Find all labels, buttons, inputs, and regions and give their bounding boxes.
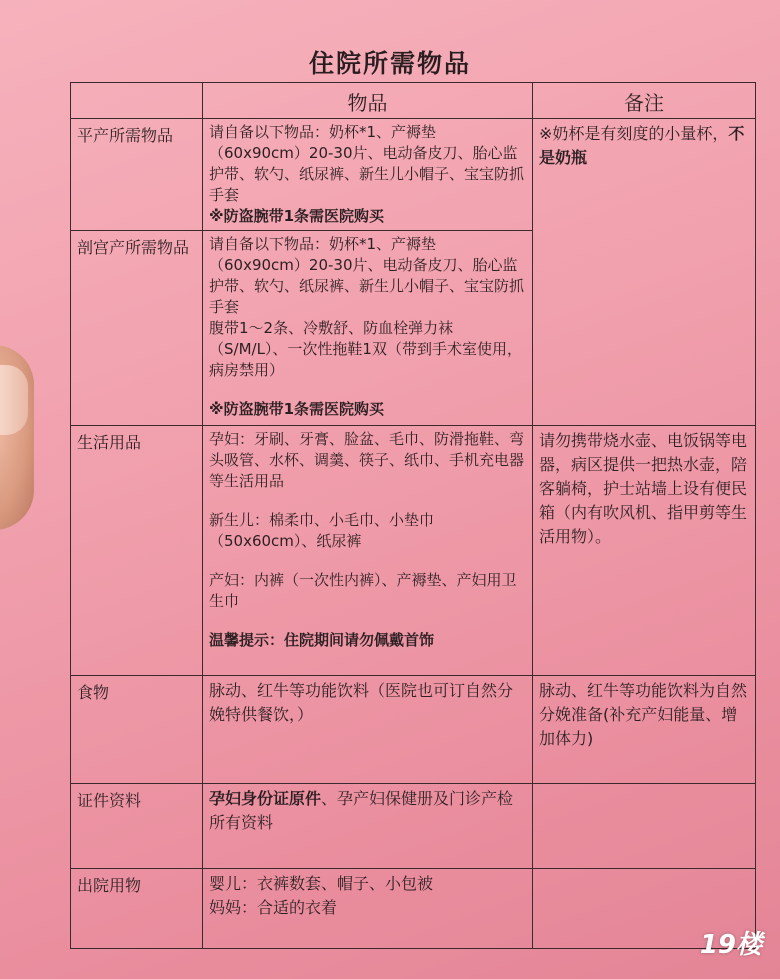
items-documents-text: 、孕产妇保健册及门诊产检所有资料: [209, 789, 514, 832]
category-vaginal: 平产所需物品: [71, 119, 203, 231]
document-title: 住院所需物品: [308, 49, 471, 78]
row-documents: [71, 784, 756, 869]
items-documents-bold: 孕妇身份证原件: [209, 789, 322, 808]
row-discharge: [71, 869, 756, 949]
warning-vaginal: ※防盗腕带1条需医院购买: [209, 207, 385, 225]
items-food: 脉动、红牛等功能饮料（医院也可订自然分娩特供餐饮，）: [203, 676, 533, 784]
category-food: 食物: [71, 676, 203, 784]
note-daily: 请勿携带烧水壶、电饭锅等电器，病区提供一把热水壶，陪客躺椅，护士站墙上设有便民箱（内有吹风机、指甲剪等生活用物）。: [533, 426, 756, 676]
header-empty-cell: [71, 83, 203, 119]
row-daily-items: [71, 426, 756, 676]
note-documents: [533, 784, 756, 869]
header-notes: 备注: [533, 83, 756, 119]
header-items: 物品: [203, 83, 533, 119]
items-table: [70, 82, 756, 949]
items-discharge-baby: 婴儿：衣裤数套、帽子、小包被: [209, 874, 434, 893]
items-vaginal-text: 请自备以下物品：奶杯*1、产褥垫（60x90cm）20-30片、电动备皮刀、胎心监护带、软勺、纸尿裤、新生儿小帽子、宝宝防抓手套: [209, 123, 525, 204]
items-discharge: [203, 869, 533, 949]
items-cesarean-extra: 腹带1～2条、冷敷舒、防血栓弹力袜（S/M/L）、一次性拖鞋1双（带到手术室使用，病房禁用）: [209, 319, 522, 379]
category-documents: 证件资料: [71, 784, 203, 869]
tip-jewelry: 温馨提示：住院期间请勿佩戴首饰: [209, 631, 435, 649]
row-vaginal-birth: [71, 119, 756, 231]
note-vaginal: [533, 119, 756, 426]
fingernail: [0, 365, 28, 435]
items-cesarean-text: 请自备以下物品：奶杯*1、产褥垫（60x90cm）20-30片、电动备皮刀、胎心监护带、软勺、纸尿裤、新生儿小帽子、宝宝防抓手套: [209, 235, 525, 316]
note-food: 脉动、红牛等功能饮料为自然分娩准备(补充产妇能量、增加体力): [533, 676, 756, 784]
site-watermark: 19楼: [699, 930, 762, 960]
items-daily-mother: 产妇：内裤（一次性内裤）、产褥垫、产妇用卫生巾: [209, 571, 517, 610]
category-daily: 生活用品: [71, 426, 203, 676]
note-vaginal-bold: 不是奶瓶: [539, 124, 745, 167]
row-food: [71, 676, 756, 784]
note-vaginal-text: ※奶杯是有刻度的小量杯，: [539, 124, 729, 143]
items-cesarean: [203, 231, 533, 426]
items-daily-newborn: 新生儿：棉柔巾、小毛巾、小垫巾（50x60cm）、纸尿裤: [209, 511, 435, 550]
items-daily-pregnant: 孕妇：牙刷、牙膏、脸盆、毛巾、防滑拖鞋、弯头吸管、水杯、调羹、筷子、纸巾、手机充电器等生活用品: [209, 430, 525, 490]
table-header-row: [71, 83, 756, 119]
items-vaginal: [203, 119, 533, 231]
category-discharge: 出院用物: [71, 869, 203, 949]
category-cesarean: 剖宫产所需物品: [71, 231, 203, 426]
items-daily: [203, 426, 533, 676]
items-documents: [203, 784, 533, 869]
warning-cesarean: ※防盗腕带1条需医院购买: [209, 400, 385, 418]
items-discharge-mom: 妈妈：合适的衣着: [209, 898, 338, 917]
